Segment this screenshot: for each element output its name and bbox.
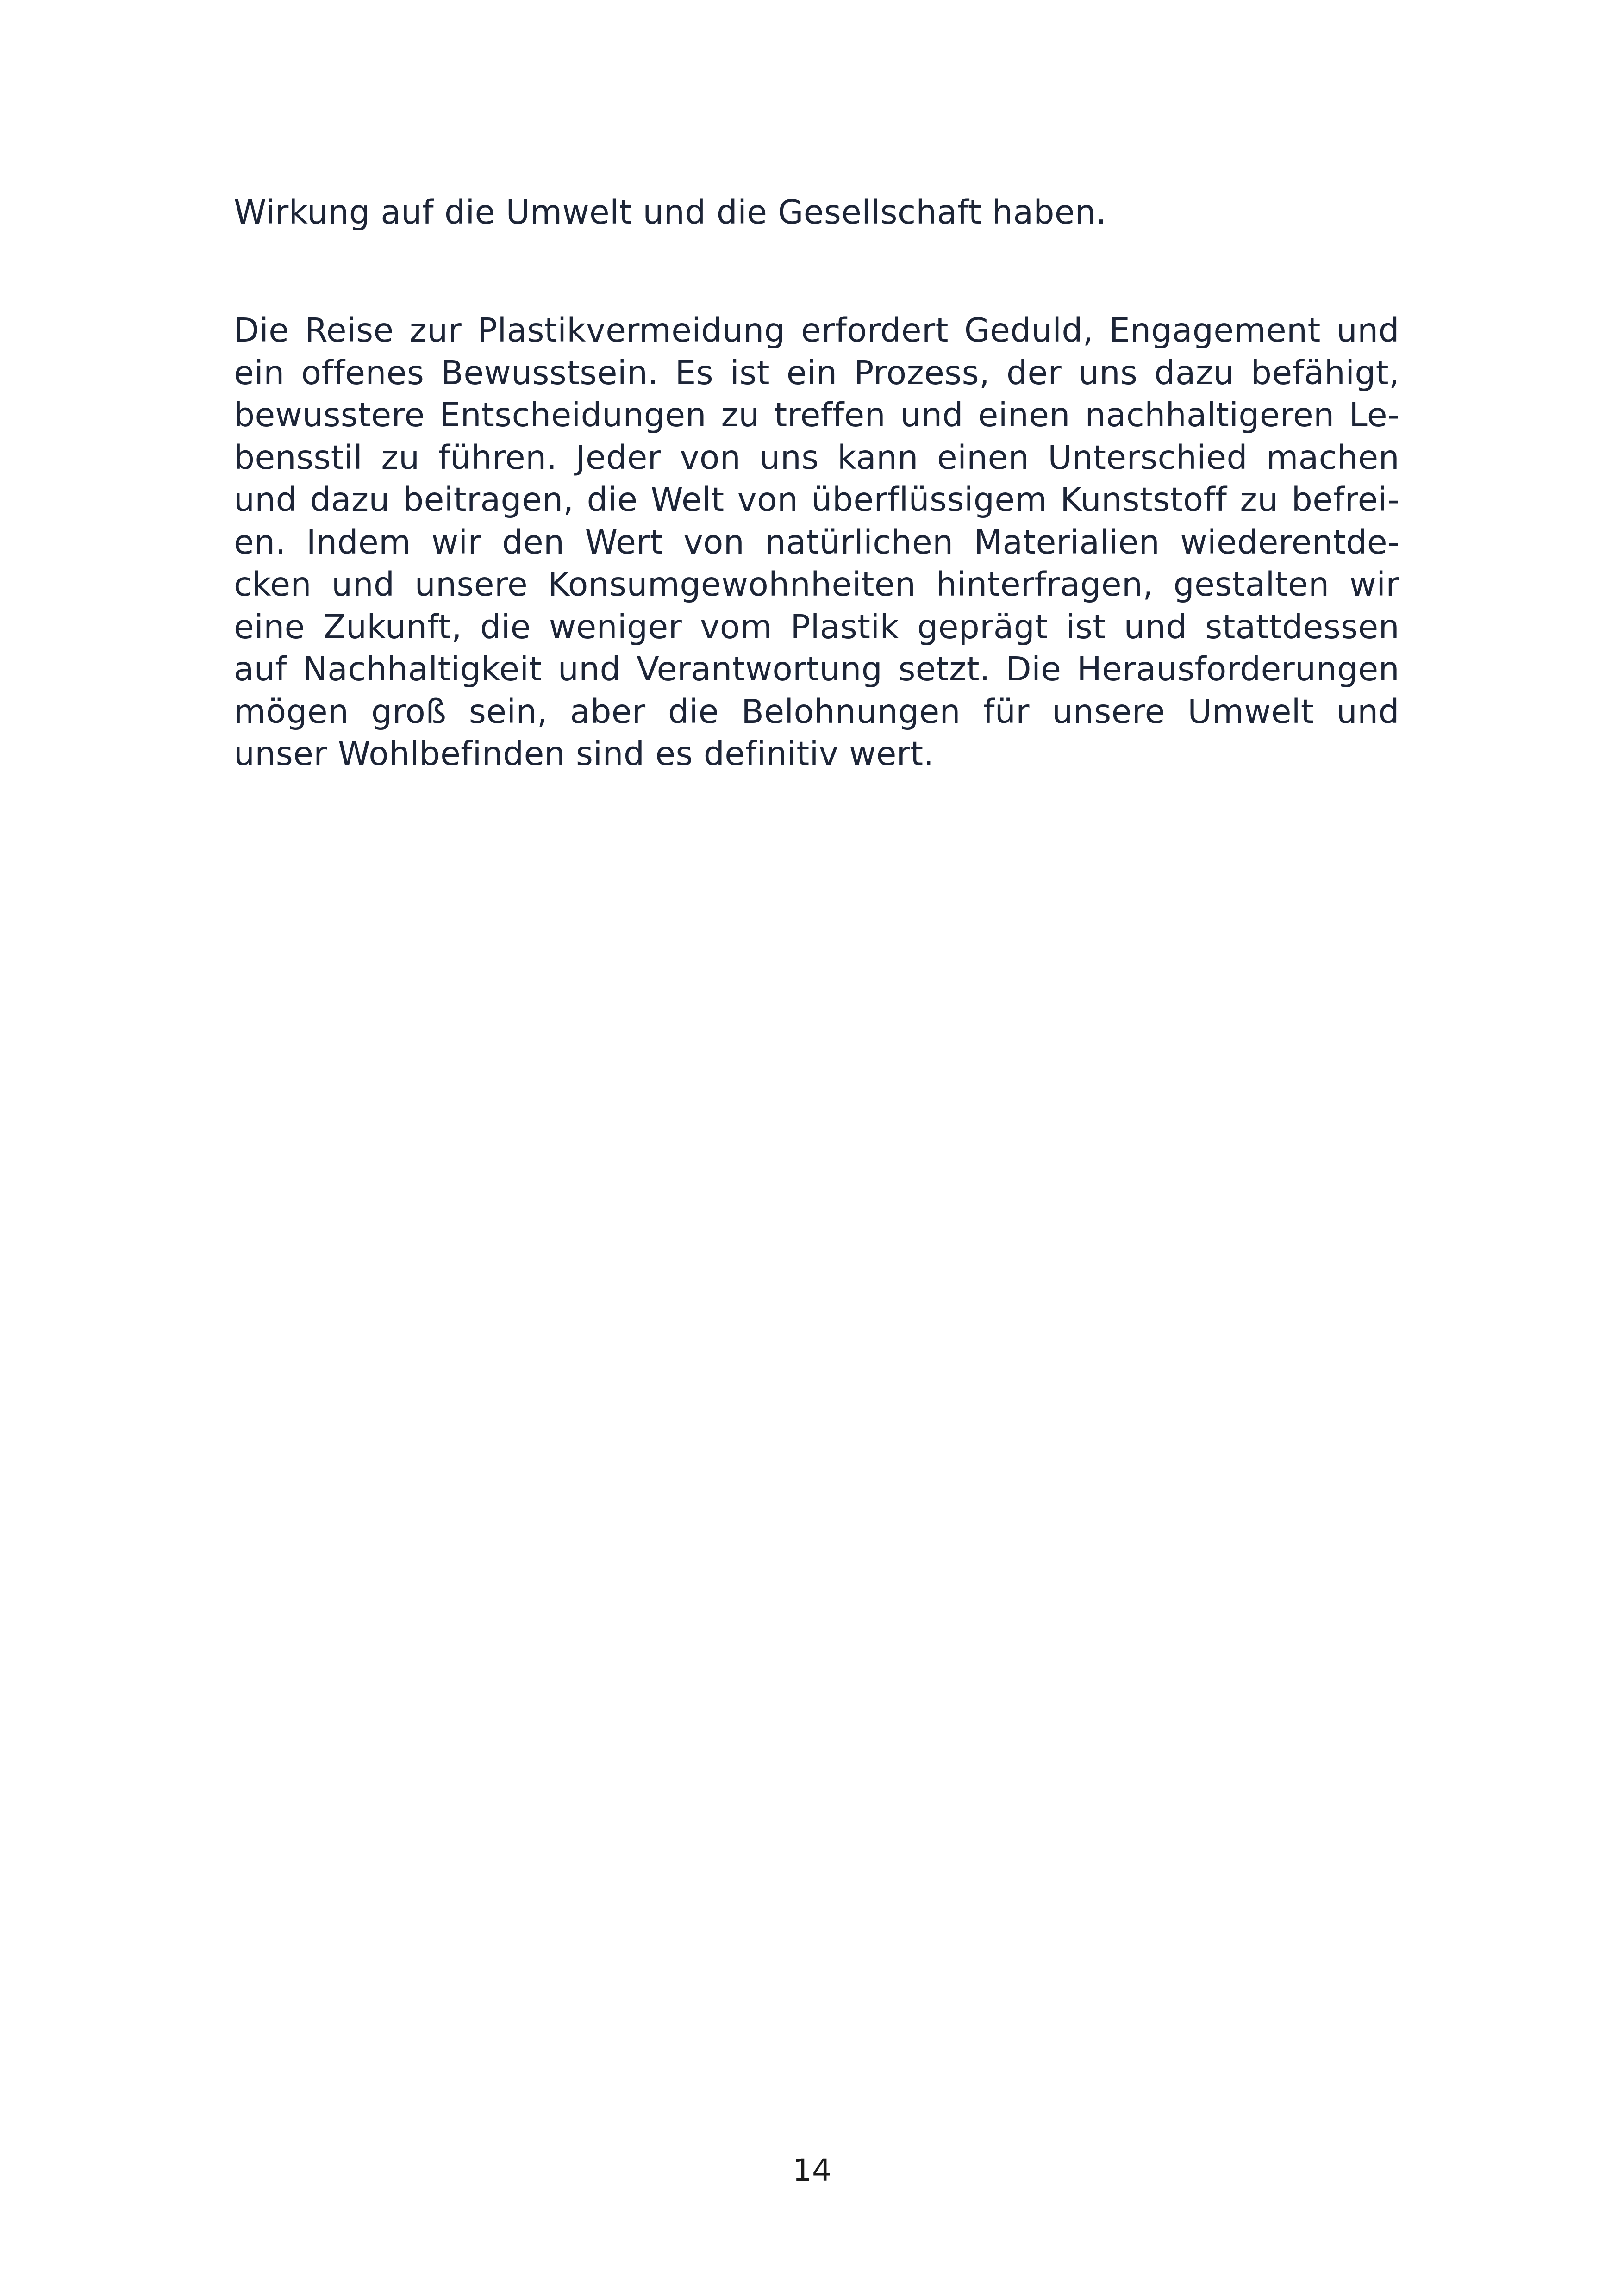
paragraph-continuation: Wirkung auf die Umwelt und die Gesellschaft haben. [234, 193, 1107, 231]
paragraph-line: mögen groß sein, aber die Belohnungen für unsere Umwelt und [234, 692, 1399, 731]
page-number: 14 [793, 2153, 831, 2188]
paragraph-main [234, 309, 1399, 775]
paragraph-line: auf Nachhaltigkeit und Verantwortung setzt. Die Herausforderungen [234, 650, 1399, 688]
paragraph-line: Die Reise zur Plastikvermeidung erfordert Geduld, Engagement und [234, 311, 1399, 349]
paragraph-line: cken und unsere Konsumgewohnheiten hinterfragen, gestalten wir [234, 565, 1399, 604]
paragraph-line: und dazu beitragen, die Welt von überflüssigem Kunststoff zu befrei- [234, 480, 1399, 519]
paragraph-line: ein offenes Bewusstsein. Es ist ein Prozess, der uns dazu befähigt, [234, 353, 1399, 392]
paragraph-line: bewusstere Entscheidungen zu treffen und einen nachhaltigeren Le- [234, 396, 1399, 434]
paragraph-line: eine Zukunft, die weniger vom Plastik geprägt ist und stattdessen [234, 607, 1399, 646]
paragraph-line: unser Wohlbefinden sind es definitiv wert. [234, 734, 934, 773]
paragraph-line: bensstil zu führen. Jeder von uns kann einen Unterschied machen [234, 438, 1399, 477]
paragraph-line: en. Indem wir den Wert von natürlichen Materialien wiederentde- [234, 523, 1399, 561]
